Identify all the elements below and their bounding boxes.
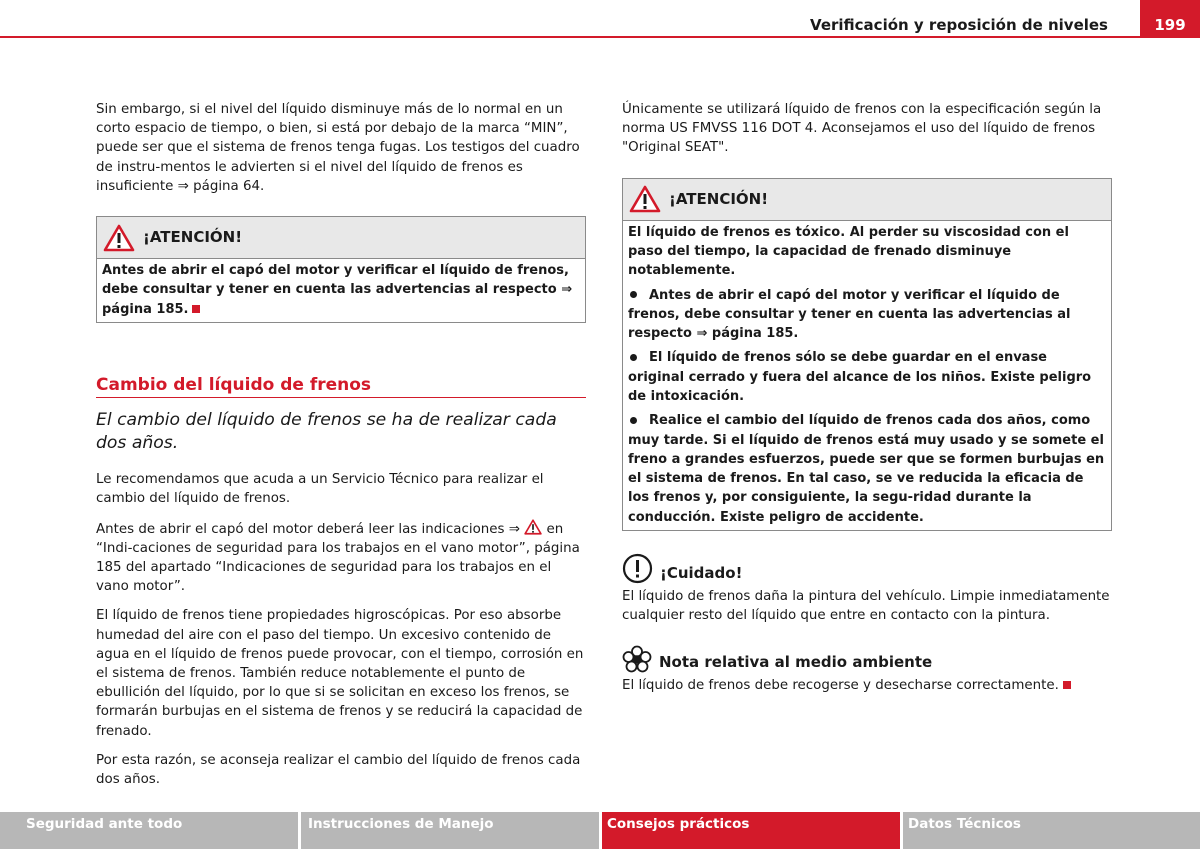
bullet-icon [630, 291, 637, 298]
bullet-icon [630, 417, 637, 424]
footer-tab-practical-tips[interactable]: Consejos prácticos [602, 812, 900, 849]
paragraph-safety-text-a: Antes de abrir el capó del motor deberá leer las indicaciones ⇒ [96, 521, 520, 537]
warning-header [97, 217, 585, 259]
section-subtitle: El cambio del líquido de frenos se ha de realizar cada dos años. [96, 410, 557, 454]
paragraph-recommendation-interval: Por esta razón, se aconseja realizar el cambio del líquido de frenos cada dos años. [96, 752, 581, 787]
warning-box-toxic [622, 178, 1112, 531]
warning-triangle-icon [103, 224, 135, 252]
warning-triangle-icon [629, 185, 661, 213]
caution-title: ¡Cuidado! [660, 563, 743, 582]
warning-item [628, 286, 1106, 344]
warning-item [628, 348, 1106, 406]
paragraph-safety-reference [96, 519, 586, 597]
warning-item [628, 411, 1106, 527]
environment-text [622, 676, 1112, 695]
warning-title: ¡ATENCIÓN! [143, 227, 243, 246]
end-marker-icon [1063, 681, 1071, 689]
environment-heading [622, 645, 1112, 673]
paragraph-hygroscopic: El líquido de frenos tiene propiedades higroscópicas. Por eso absorbe humedad del aire con el paso del tiempo. Un excesivo contenido de agua en el líquido de frenos puede provocar, con el tiempo, corrosión en el sistema de frenos. También reduce notablemente el punto de ebullición del líquido, por lo que si se solicitan en exceso los frenos, se formarán burbujas en el sistema de frenos y se reducirá la capacidad de frenado. [96, 608, 584, 739]
footer-tab-technical-data[interactable]: Datos Técnicos [903, 812, 1200, 849]
intro-paragraph: Sin embargo, si el nivel del líquido disminuye más de lo normal en un corto espacio de tiempo, o bien, si está por debajo de la marca “MIN”, puede ser que el sistema de frenos tenga fugas. Los testigos del cuadro de instru-mentos le advierten si el nivel del líquido de frenos es insuficiente ⇒ página 64. [96, 102, 580, 194]
bullet-icon [630, 354, 637, 361]
warning-box [96, 216, 586, 323]
right-column [622, 100, 1112, 706]
caution-text: El líquido de frenos daña la pintura del vehículo. Limpie inmediatamente cualquier resto del líquido que entre en contacto con la pintura. [622, 589, 1110, 624]
warning-title: ¡ATENCIÓN! [669, 189, 769, 208]
page-number: 199 [1140, 0, 1200, 38]
warning-item-text: Realice el cambio del líquido de frenos cada dos años, como muy tarde. Si el líquido de frenos está muy usado y se somete el freno a grandes esfuerzos, puede ser que se formen burbujas en el sistema de frenos. En tal caso, se ve reducida la eficacia de los frenos y, por consiguiente, la segu-ridad durante la conducción. Existe peligro de accidente. [628, 413, 1105, 525]
header-rule [0, 36, 1140, 38]
left-column [96, 100, 586, 799]
caution-exclamation-icon [622, 553, 653, 584]
running-header-title: Verificación y reposición de niveles [810, 16, 1108, 34]
caution-heading [622, 553, 1112, 584]
environment-text-content: El líquido de frenos debe recogerse y desecharse correctamente. [622, 678, 1059, 694]
paragraph-recommendation: Le recomendamos que acuda a un Servicio Técnico para realizar el cambio del líquido de frenos. [96, 472, 544, 507]
end-marker-icon [192, 305, 200, 313]
environment-title: Nota relativa al medio ambiente [659, 653, 933, 672]
warning-item-text: Antes de abrir el capó del motor y verificar el líquido de frenos, debe consultar y tener en cuenta las advertencias al respecto ⇒ página 185. [628, 287, 1071, 342]
warning-header [623, 179, 1111, 221]
footer-tab-safety[interactable]: Seguridad ante todo [0, 812, 298, 849]
specification-paragraph: Únicamente se utilizará líquido de frenos con la especificación según la norma US FMVSS 116 DOT 4. Aconsejamos el uso del líquido de frenos "Original SEAT". [622, 102, 1102, 156]
warning-body [623, 221, 1111, 530]
paragraph-safety-text-b: en “Indi-caciones de seguridad para los trabajos en el vano motor”, página 185 del apartado “Indicaciones de seguridad para los trabajos en el vano motor”. [96, 521, 580, 595]
warning-body [97, 259, 585, 322]
warning-text: Antes de abrir el capó del motor y verificar el líquido de frenos, debe consultar y tener en cuenta las advertencias al respecto ⇒ página 185. [102, 263, 573, 317]
footer-tab-operation[interactable]: Instrucciones de Manejo [301, 812, 599, 849]
warning-triangle-icon [524, 519, 542, 535]
section-title: Cambio del líquido de frenos [96, 376, 586, 398]
warning-lead: El líquido de frenos es tóxico. Al perder su viscosidad con el paso del tiempo, la capacidad de frenado disminuye notablemente. [628, 224, 1069, 279]
environment-flower-icon [622, 645, 652, 673]
warning-item-text: El líquido de frenos sólo se debe guardar en el envase original cerrado y fuera del alcance de los niños. Existe peligro de intoxicación. [628, 350, 1092, 404]
